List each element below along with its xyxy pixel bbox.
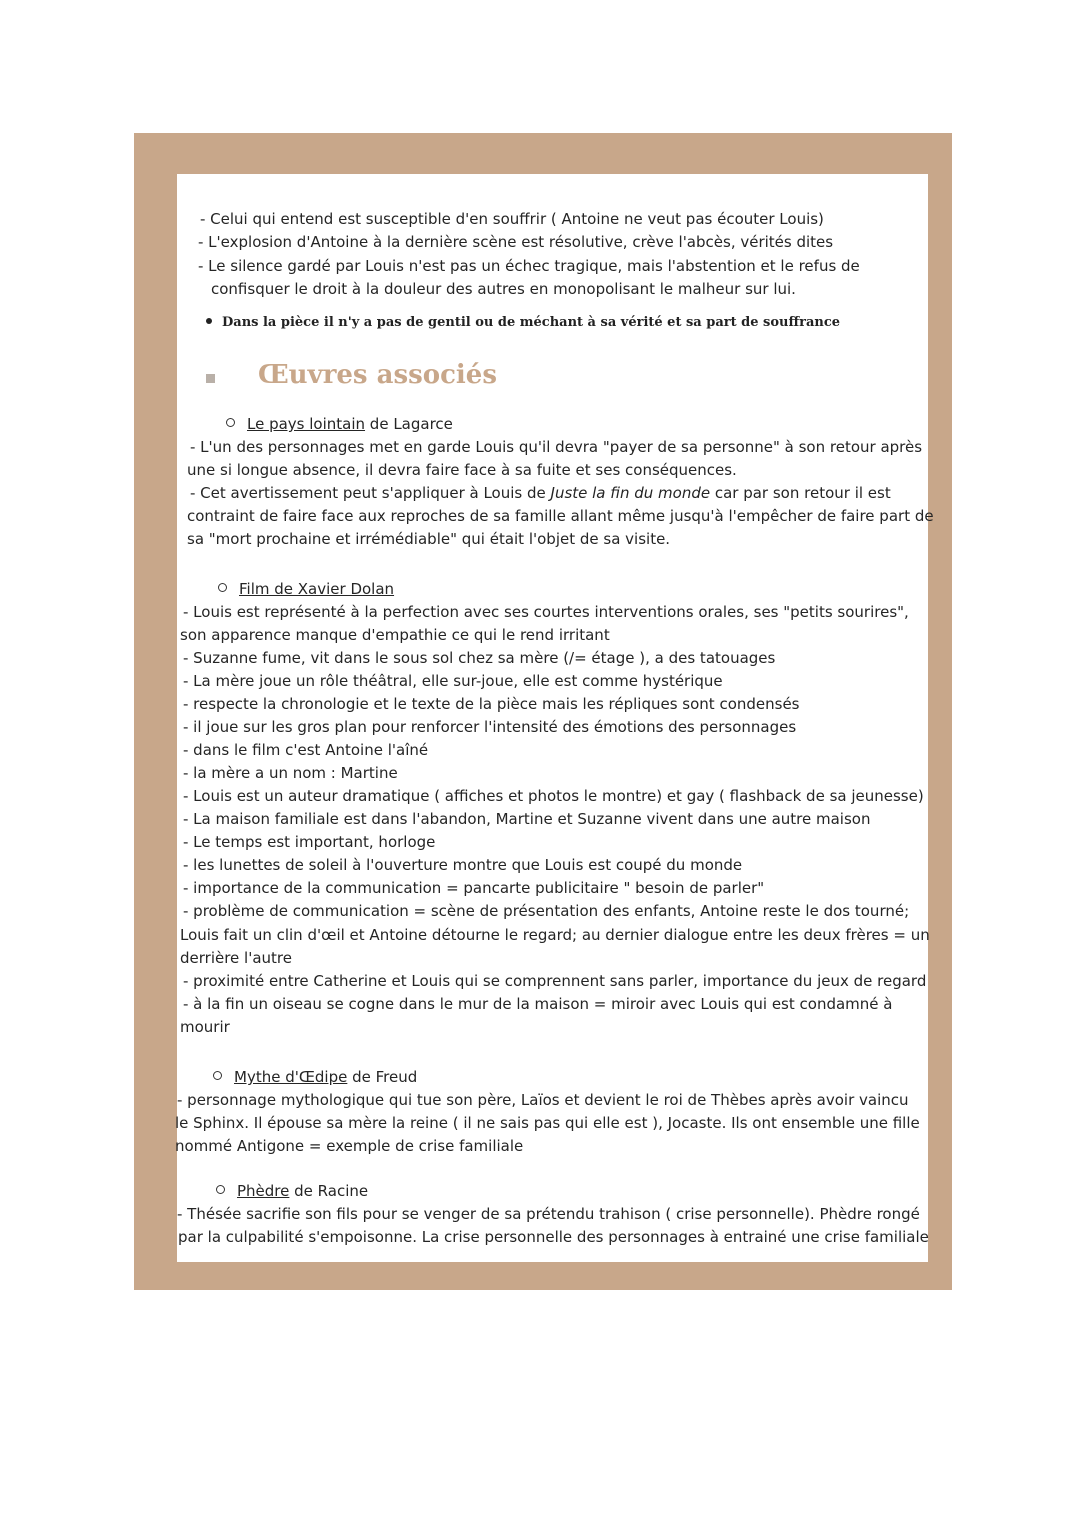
work-2-line: - dans le film c'est Antoine l'aîné bbox=[183, 741, 429, 759]
work-2-line: - Le temps est important, horloge bbox=[183, 833, 436, 851]
intro-line-1: - Celui qui entend est susceptible d'en souffrir ( Antoine ne veut pas écouter Louis) bbox=[200, 210, 824, 228]
work-1-heading bbox=[226, 414, 453, 434]
work-1-line: une si longue absence, il devra faire face à sa fuite et ses conséquences. bbox=[187, 461, 737, 479]
intro-line-2: - L'explosion d'Antoine à la dernière scène est résolutive, crève l'abcès, vérités dites bbox=[198, 233, 834, 251]
intro-line-4: confisquer le droit à la douleur des autres en monopolisant le malheur sur lui. bbox=[211, 280, 796, 298]
work-1-line: - Cet avertissement peut s'appliquer à Louis de Juste la fin du monde car par son retour il est bbox=[190, 484, 891, 502]
work-2-line: derrière l'autre bbox=[180, 949, 292, 967]
work-2-line: - à la fin un oiseau se cogne dans le mur de la maison = miroir avec Louis qui est condamné à bbox=[183, 995, 893, 1013]
work-2-line: - La maison familiale est dans l'abandon, Martine et Suzanne vivent dans une autre maison bbox=[183, 810, 871, 828]
work-3-title: Mythe d'Œdipe bbox=[234, 1068, 348, 1086]
work-2-line: son apparence manque d'empathie ce qui le rend irritant bbox=[180, 626, 610, 644]
work-2-line: - Louis est un auteur dramatique ( affiches et photos le montre) et gay ( flashback de sa jeunesse) bbox=[183, 787, 924, 805]
work-2-heading bbox=[218, 579, 394, 599]
work-3-line: nommé Antigone = exemple de crise familiale bbox=[175, 1137, 524, 1155]
work-2-line: - importance de la communication = pancarte publicitaire " besoin de parler" bbox=[183, 879, 765, 897]
circle-bullet-icon bbox=[226, 418, 235, 427]
work-4-line: par la culpabilité s'empoisonne. La crise personnelle des personnages à entrainé une crise familiale bbox=[178, 1228, 929, 1246]
work-1-author: de Lagarce bbox=[365, 415, 453, 433]
work-2-line: - proximité entre Catherine et Louis qui se comprennent sans parler, importance du jeux de regard bbox=[183, 972, 927, 990]
work-4-author: de Racine bbox=[289, 1182, 369, 1200]
work-title-italic: Juste la fin du monde bbox=[550, 484, 711, 502]
work-4-title: Phèdre bbox=[237, 1182, 290, 1200]
work-2-line: - il joue sur les gros plan pour renforcer l'intensité des émotions des personnages bbox=[183, 718, 797, 736]
work-2-line: - problème de communication = scène de présentation des enfants, Antoine reste le dos tourné; bbox=[183, 902, 910, 920]
work-3-line: - personnage mythologique qui tue son père, Laïos et devient le roi de Thèbes après avoir vaincu bbox=[177, 1091, 909, 1109]
bullet-dot-icon bbox=[206, 318, 212, 324]
work-1-line: sa "mort prochaine et irrémédiable" qui était l'objet de sa visite. bbox=[187, 530, 671, 548]
work-2-line: mourir bbox=[180, 1018, 230, 1036]
bold-note-text: Dans la pièce il n'y a pas de gentil ou de méchant à sa vérité et sa part de souffrance bbox=[222, 315, 841, 330]
bold-note bbox=[206, 315, 840, 330]
intro-line-3: - Le silence gardé par Louis n'est pas un échec tragique, mais l'abstention et le refus de bbox=[198, 257, 860, 275]
work-1-title: Le pays lointain bbox=[247, 415, 366, 433]
work-1-line: - L'un des personnages met en garde Louis qu'il devra "payer de sa personne" à son retour après bbox=[190, 438, 923, 456]
work-2-line: - respecte la chronologie et le texte de la pièce mais les répliques sont condensés bbox=[183, 695, 800, 713]
work-3-line: le Sphinx. Il épouse sa mère la reine ( il ne sais pas qui elle est ), Jocaste. Ils ont ensemble une fille bbox=[175, 1114, 920, 1132]
circle-bullet-icon bbox=[218, 583, 227, 592]
circle-bullet-icon bbox=[213, 1071, 222, 1080]
work-3-heading bbox=[213, 1067, 417, 1087]
work-2-line: Louis fait un clin d'œil et Antoine détourne le regard; au dernier dialogue entre les deux frères = un bbox=[180, 926, 930, 944]
work-2-line: - La mère joue un rôle théâtral, elle sur-joue, elle est comme hystérique bbox=[183, 672, 723, 690]
square-bullet-icon bbox=[206, 374, 215, 383]
work-2-line: - Louis est représenté à la perfection avec ses courtes interventions orales, ses "petits sourires", bbox=[183, 603, 909, 621]
work-3-author: de Freud bbox=[347, 1068, 418, 1086]
work-4-line: - Thésée sacrifie son fils pour se venger de sa prétendu trahison ( crise personnelle). Phèdre rongé bbox=[177, 1205, 920, 1223]
section-heading: Œuvres associés bbox=[258, 360, 497, 390]
work-2-line: - Suzanne fume, vit dans le sous sol chez sa mère (/= étage ), a des tatouages bbox=[183, 649, 776, 667]
work-2-title: Film de Xavier Dolan bbox=[239, 580, 395, 598]
work-2-line: - la mère a un nom : Martine bbox=[183, 764, 398, 782]
work-4-heading bbox=[216, 1181, 368, 1201]
work-1-line: contraint de faire face aux reproches de sa famille allant même jusqu'à l'empêcher de faire part de bbox=[187, 507, 934, 525]
work-2-line: - les lunettes de soleil à l'ouverture montre que Louis est coupé du monde bbox=[183, 856, 743, 874]
circle-bullet-icon bbox=[216, 1185, 225, 1194]
